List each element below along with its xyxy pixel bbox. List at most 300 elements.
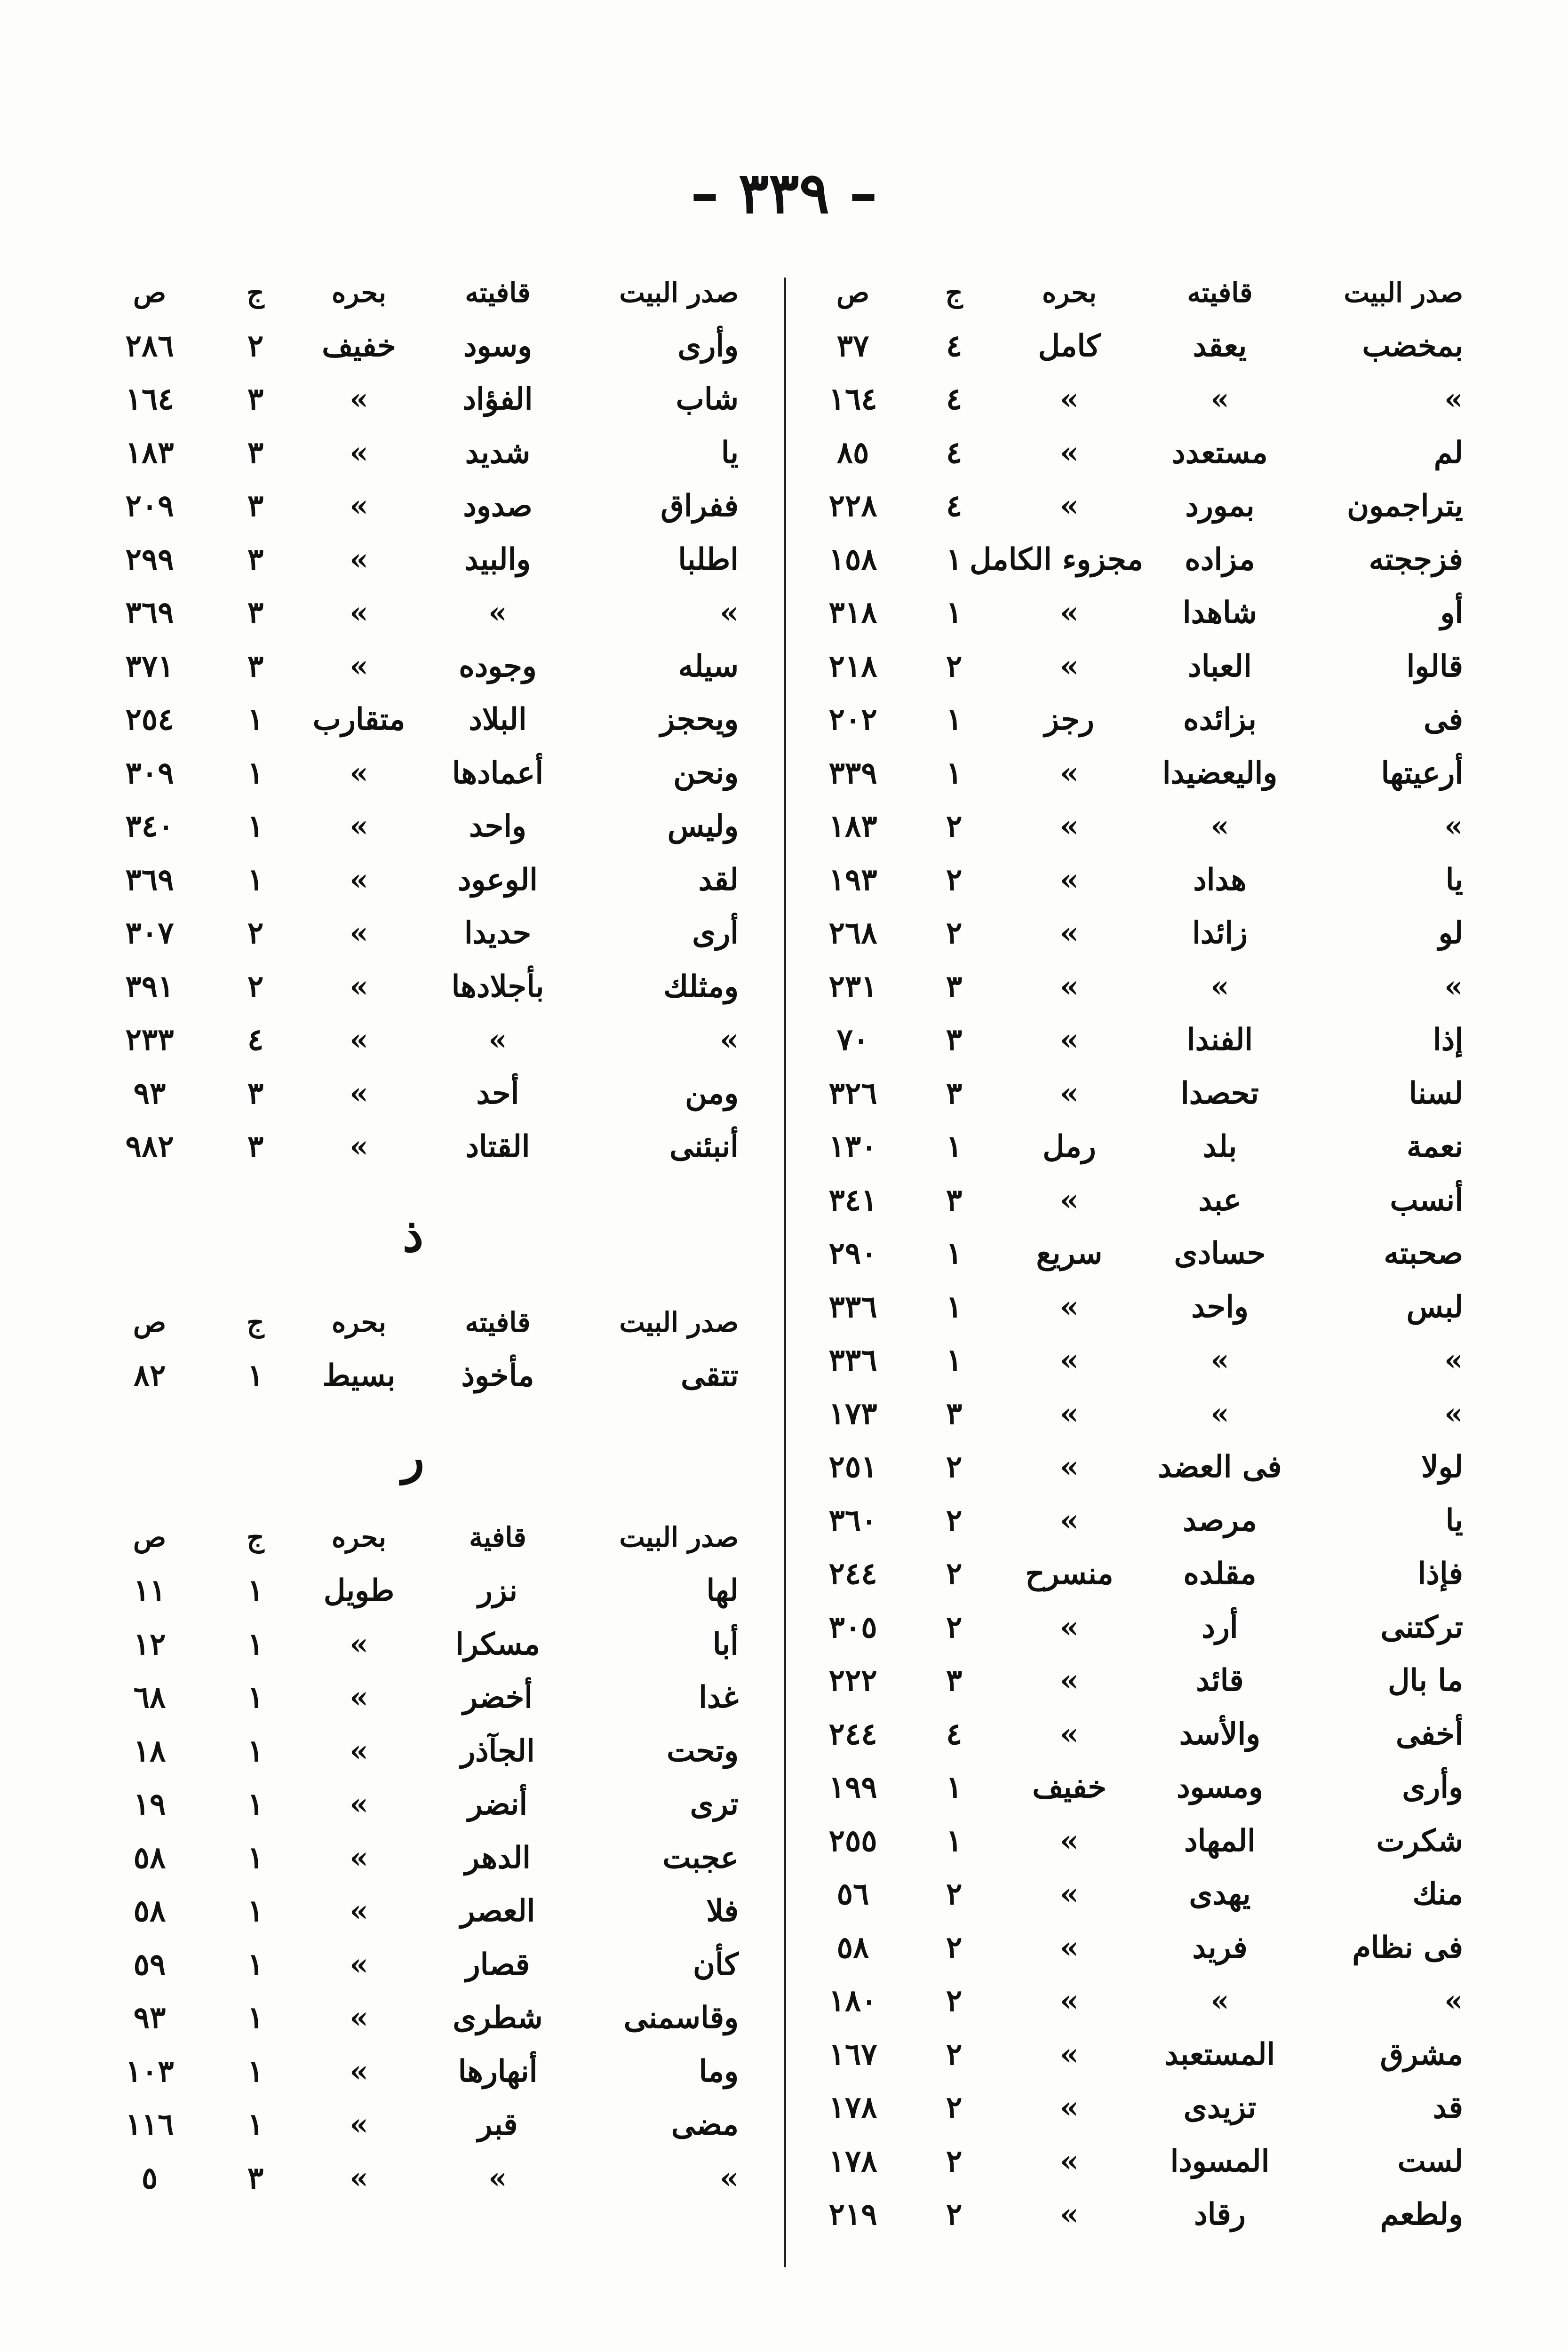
sadr-cell: يتراجمون — [1347, 488, 1463, 524]
qafiya-cell: حديدا — [464, 915, 532, 951]
bahr-cell: كامل — [1038, 328, 1101, 364]
table-row — [789, 1013, 1467, 1067]
header-bahr: بحره — [1042, 276, 1097, 309]
bahr-cell: » — [1060, 595, 1079, 631]
juz-cell: ٣ — [946, 969, 963, 1004]
header-juz: ج — [247, 1521, 264, 1554]
juz-cell: ٢ — [946, 2197, 963, 2233]
qafiya-cell: الفندا — [1186, 1022, 1253, 1058]
page-cell: ٥٦ — [836, 1876, 869, 1912]
sadr-cell: وليس — [667, 809, 739, 844]
header-juz: ج — [247, 1306, 264, 1339]
juz-cell: ١ — [247, 755, 264, 791]
juz-cell: ١ — [247, 1680, 264, 1716]
table-row — [789, 800, 1467, 853]
sadr-cell: لقد — [698, 862, 739, 898]
juz-cell: ٣ — [946, 1663, 963, 1699]
bahr-cell: » — [1060, 2143, 1079, 2179]
sadr-cell: لم — [1433, 435, 1463, 470]
juz-cell: ٤ — [247, 1022, 264, 1058]
qafiya-cell: مزاده — [1185, 541, 1255, 577]
sadr-cell: غدا — [699, 1680, 739, 1716]
bahr-cell: » — [1060, 381, 1079, 417]
table-row — [84, 1938, 742, 1992]
sadr-cell: أو — [1440, 595, 1463, 631]
bahr-cell: » — [1060, 1930, 1079, 1965]
left-top-table-body — [84, 319, 742, 1174]
bahr-cell: رجز — [1044, 702, 1094, 738]
bahr-cell: » — [1060, 1502, 1079, 1538]
ra-index-table — [84, 1511, 742, 2205]
bahr-cell: » — [350, 862, 368, 898]
bahr-cell: » — [350, 381, 368, 417]
page-cell: ٣٦٠ — [828, 1502, 877, 1538]
page-cell: ١٩٣ — [828, 862, 877, 898]
page-cell: ٥٨ — [133, 1893, 166, 1929]
sadr-cell: » — [1444, 809, 1463, 844]
bahr-cell: » — [1060, 2036, 1079, 2072]
qafiya-cell: قبر — [478, 2107, 518, 2143]
bahr-cell: » — [1060, 1823, 1079, 1859]
table-row — [84, 426, 742, 480]
sadr-cell: أبا — [712, 1626, 739, 1662]
qafiya-cell: تزيدى — [1183, 2090, 1257, 2126]
bahr-cell: » — [350, 2107, 368, 2143]
bahr-cell: » — [350, 1680, 368, 1716]
juz-cell: ١ — [247, 1573, 264, 1609]
header-bahr: بحره — [332, 276, 386, 309]
juz-cell: ١ — [946, 702, 963, 738]
juz-cell: ٢ — [946, 2090, 963, 2126]
sadr-cell: مشرق — [1380, 2036, 1463, 2072]
header-bahr: بحره — [332, 1306, 386, 1339]
page-cell: ٢٤٤ — [828, 1716, 877, 1752]
table-header-row — [84, 1296, 742, 1350]
qafiya-cell: فى العضد — [1158, 1449, 1282, 1485]
qafiya-cell: المهاد — [1184, 1823, 1256, 1859]
page-cell: ٢٣١ — [828, 969, 877, 1004]
juz-cell: ١ — [247, 2053, 264, 2089]
page-cell: ٩٣ — [133, 2000, 166, 2036]
juz-cell: ٢ — [946, 862, 963, 898]
juz-cell: ٢ — [946, 2143, 963, 2179]
table-row — [789, 1387, 1467, 1441]
qafiya-cell: » — [1210, 809, 1229, 844]
qafiya-cell: زائدا — [1192, 915, 1248, 951]
qafiya-cell: » — [488, 1022, 507, 1058]
sadr-cell: وتحت — [667, 1733, 739, 1769]
table-row — [789, 1601, 1467, 1654]
bahr-cell: » — [350, 595, 368, 631]
left-column — [84, 266, 742, 2205]
qafiya-cell: بأجلادها — [451, 969, 544, 1004]
page-cell: ٣٠٩ — [125, 755, 174, 791]
page-cell: ٣٤٠ — [125, 809, 174, 844]
page-cell: ٢١٩ — [828, 2197, 877, 2233]
qafiya-cell: قائد — [1196, 1663, 1244, 1699]
page-cell: ٣٠٥ — [828, 1609, 877, 1645]
section-letter-dhal: ذ — [402, 1207, 424, 1263]
sadr-cell: ترى — [690, 1787, 739, 1822]
page-cell: ٣٦٩ — [125, 862, 174, 898]
bahr-cell: » — [1060, 1075, 1079, 1111]
qafiya-cell: » — [1210, 1396, 1229, 1431]
table-row — [84, 1013, 742, 1067]
page-cell: ٢٥٥ — [828, 1823, 877, 1859]
table-row — [789, 1174, 1467, 1227]
sadr-cell: يا — [1445, 1502, 1463, 1538]
juz-cell: ٣ — [946, 1075, 963, 1111]
bahr-cell: » — [1060, 862, 1079, 898]
bahr-cell: متقارب — [312, 702, 406, 738]
page-cell: ١٣٠ — [828, 1129, 877, 1165]
table-row — [789, 2081, 1467, 2135]
bahr-cell: منسرح — [1025, 1556, 1114, 1592]
juz-cell: ٤ — [946, 328, 963, 364]
juz-cell: ٢ — [946, 1609, 963, 1645]
table-row — [84, 1724, 742, 1778]
qafiya-cell: يعقد — [1193, 328, 1247, 364]
qafiya-cell: شديد — [465, 435, 531, 470]
page-number: – ٣٣٩ – — [691, 160, 877, 226]
juz-cell: ٣ — [946, 1396, 963, 1431]
qafiya-cell: قصار — [465, 1947, 530, 1982]
left-top-index-table — [84, 266, 742, 1174]
bahr-cell: » — [350, 541, 368, 577]
table-row — [789, 1761, 1467, 1814]
header-sadr: صدر البيت — [1344, 276, 1463, 309]
column-divider — [784, 278, 786, 2267]
table-header-row — [84, 266, 742, 319]
juz-cell: ٢ — [946, 1930, 963, 1965]
sadr-cell: » — [720, 595, 739, 631]
juz-cell: ١ — [247, 862, 264, 898]
page-cell: ١٨٣ — [828, 809, 877, 844]
page-cell: ٢٢٨ — [828, 488, 877, 524]
sadr-cell: شكرت — [1376, 1823, 1463, 1859]
sadr-cell: اطلبا — [678, 541, 739, 577]
juz-cell: ١ — [247, 702, 264, 738]
table-row — [789, 640, 1467, 693]
juz-cell: ٣ — [946, 1182, 963, 1218]
page-cell: ٨٥ — [836, 435, 869, 470]
bahr-cell: » — [1060, 1022, 1079, 1058]
sadr-cell: فإذا — [1417, 1556, 1463, 1592]
table-row — [789, 2028, 1467, 2082]
header-sadr: صدر البيت — [619, 276, 739, 309]
bahr-cell: » — [1060, 1983, 1079, 2019]
juz-cell: ١ — [247, 1893, 264, 1929]
table-row — [789, 1814, 1467, 1868]
table-row — [84, 853, 742, 907]
juz-cell: ٣ — [946, 1022, 963, 1058]
qafiya-cell: يهدى — [1189, 1876, 1251, 1912]
bahr-cell: » — [1060, 1876, 1079, 1912]
table-row — [789, 1334, 1467, 1387]
juz-cell: ٢ — [247, 969, 264, 1004]
page-cell: ١٢ — [133, 1626, 166, 1662]
table-row — [84, 693, 742, 747]
bahr-cell: » — [350, 488, 368, 524]
juz-cell: ١ — [946, 541, 963, 577]
bahr-cell: » — [1060, 2197, 1079, 2233]
header-page: ص — [133, 1521, 167, 1554]
juz-cell: ٢ — [946, 809, 963, 844]
page-cell: ٣٧ — [836, 328, 869, 364]
page-cell: ٥٨ — [133, 1840, 166, 1875]
page-cell: ٢٩٩ — [125, 541, 174, 577]
bahr-cell: بسيط — [322, 1358, 396, 1394]
sadr-cell: قد — [1433, 2090, 1463, 2126]
page-cell: ٥٨ — [836, 1930, 869, 1965]
qafiya-cell: بمورد — [1185, 488, 1255, 524]
sadr-cell: ويحجز — [660, 702, 739, 738]
juz-cell: ٢ — [946, 1449, 963, 1485]
bahr-cell: مجزوء الكامل — [969, 541, 1143, 577]
sadr-cell: قالوا — [1406, 648, 1463, 684]
bahr-cell: خفيف — [1032, 1770, 1106, 1805]
page-cell: ٢٠٢ — [828, 702, 877, 738]
qafiya-cell: نزر — [478, 1573, 518, 1609]
table-row — [789, 319, 1467, 373]
table-row — [84, 747, 742, 800]
qafiya-cell: أنهارها — [458, 2053, 538, 2089]
right-index-table — [789, 266, 1467, 2241]
sadr-cell: كأن — [693, 1947, 739, 1982]
sadr-cell: » — [1444, 1983, 1463, 2019]
qafiya-cell: ومسود — [1177, 1770, 1263, 1805]
juz-cell: ١ — [946, 1129, 963, 1165]
header-page: ص — [133, 1306, 167, 1339]
table-row — [789, 1867, 1467, 1921]
table-row — [789, 1120, 1467, 1174]
sadr-cell: مضى — [671, 2107, 739, 2143]
qafiya-cell: مرصد — [1183, 1502, 1257, 1538]
sadr-cell: أنبئنى — [669, 1129, 739, 1165]
juz-cell: ١ — [247, 1840, 264, 1875]
sadr-cell: وأرى — [1402, 1770, 1463, 1805]
sadr-cell: لبس — [1406, 1289, 1463, 1325]
page-cell: ٥٩ — [133, 1947, 166, 1982]
qafiya-cell: واليعضيدا — [1162, 755, 1278, 791]
sadr-cell: فزججته — [1369, 541, 1463, 577]
qafiya-cell: » — [1210, 381, 1229, 417]
table-row — [84, 1349, 742, 1403]
qafiya-cell: واحد — [469, 809, 526, 844]
juz-cell: ٣ — [247, 648, 264, 684]
table-row — [84, 2098, 742, 2152]
table-row — [789, 1440, 1467, 1494]
table-row — [84, 1778, 742, 1831]
table-row — [789, 1921, 1467, 1975]
bahr-cell: » — [1060, 1182, 1079, 1218]
sadr-cell: تركتنى — [1380, 1609, 1463, 1645]
page-cell: ٨٢ — [133, 1358, 166, 1394]
bahr-cell: » — [350, 648, 368, 684]
page-cell: ٢٠٩ — [125, 488, 174, 524]
juz-cell: ٣ — [247, 1129, 264, 1165]
juz-cell: ١ — [946, 755, 963, 791]
qafiya-cell: حسادى — [1174, 1236, 1266, 1271]
juz-cell: ٢ — [247, 328, 264, 364]
page-cell: ١٦٤ — [125, 381, 174, 417]
page-cell: ٣٩١ — [125, 969, 174, 1004]
juz-cell: ١ — [946, 1289, 963, 1325]
bahr-cell: » — [1060, 1343, 1079, 1378]
juz-cell: ٢ — [946, 915, 963, 951]
table-row — [84, 800, 742, 853]
bahr-cell: » — [350, 969, 368, 1004]
table-row — [789, 853, 1467, 907]
table-row — [789, 2188, 1467, 2241]
sadr-cell: » — [720, 2160, 739, 2196]
sadr-cell: ومثلك — [663, 969, 739, 1004]
bahr-cell: خفيف — [322, 328, 396, 364]
header-page: ص — [836, 276, 870, 309]
bahr-cell: » — [350, 1129, 368, 1165]
page-cell: ١٧٨ — [828, 2143, 877, 2179]
page-cell: ٣٣٦ — [828, 1343, 877, 1378]
header-bahr: بحره — [332, 1521, 386, 1554]
qafiya-cell: والأسد — [1179, 1716, 1261, 1752]
page-cell: ٣٦٩ — [125, 595, 174, 631]
table-row — [789, 2135, 1467, 2188]
table-row — [84, 2152, 742, 2205]
table-row — [84, 1671, 742, 1724]
bahr-cell: » — [1060, 1609, 1079, 1645]
table-row — [84, 586, 742, 640]
juz-cell: ٢ — [946, 1502, 963, 1538]
juz-cell: ١ — [247, 1626, 264, 1662]
juz-cell: ١ — [247, 1358, 264, 1394]
sadr-cell: فى نظام — [1352, 1930, 1463, 1965]
qafiya-cell: القتاد — [465, 1129, 530, 1165]
sadr-cell: تتقى — [681, 1358, 739, 1394]
page-cell: ٦٨ — [133, 1680, 166, 1716]
header-qafiya: قافيته — [465, 276, 531, 309]
page-cell: ١٩٩ — [828, 1770, 877, 1805]
qafiya-cell: الدهر — [465, 1840, 531, 1875]
sadr-cell: أنسب — [1390, 1182, 1463, 1218]
qafiya-cell: هداد — [1193, 862, 1247, 898]
qafiya-cell: شاهدا — [1182, 595, 1258, 631]
juz-cell: ٤ — [946, 1716, 963, 1752]
bahr-cell: » — [350, 915, 368, 951]
bahr-cell: » — [350, 1893, 368, 1929]
juz-cell: ١ — [247, 1787, 264, 1822]
sadr-cell: » — [1444, 1343, 1463, 1378]
page-cell: ٢٢٢ — [828, 1663, 877, 1699]
sadr-cell: وأرى — [677, 328, 739, 364]
juz-cell: ٣ — [247, 595, 264, 631]
bahr-cell: » — [1060, 1289, 1079, 1325]
table-row — [789, 373, 1467, 426]
bahr-cell: » — [350, 2053, 368, 2089]
page-cell: ٢٨٦ — [125, 328, 174, 364]
qafiya-cell: بلد — [1202, 1129, 1237, 1165]
sadr-cell: ما بال — [1388, 1663, 1463, 1699]
juz-cell: ١ — [946, 1236, 963, 1271]
table-row — [789, 1494, 1467, 1548]
qafiya-cell: شطرى — [453, 2000, 543, 2036]
sadr-cell: لولا — [1421, 1449, 1463, 1485]
header-page: ص — [133, 276, 167, 309]
table-row — [789, 1654, 1467, 1708]
qafiya-cell: تحصدا — [1181, 1075, 1259, 1111]
sadr-cell: » — [1444, 969, 1463, 1004]
header-juz: ج — [945, 276, 963, 309]
page-cell: ٣٣٦ — [828, 1289, 877, 1325]
header-sadr: صدر البيت — [619, 1306, 739, 1339]
juz-cell: ٣ — [247, 1075, 264, 1111]
table-row — [84, 1618, 742, 1671]
juz-cell: ١ — [247, 1733, 264, 1769]
table-row — [789, 1067, 1467, 1120]
sadr-cell: » — [720, 1022, 739, 1058]
table-row — [84, 479, 742, 533]
page-cell: ٣٧١ — [125, 648, 174, 684]
qafiya-cell: أحد — [476, 1075, 519, 1111]
qafiya-cell: أرد — [1202, 1609, 1238, 1645]
qafiya-cell: مستعدد — [1172, 435, 1268, 470]
sadr-cell: شاب — [676, 381, 739, 417]
bahr-cell: » — [1060, 1663, 1079, 1699]
qafiya-cell: والبيد — [464, 541, 531, 577]
bahr-cell: » — [350, 2000, 368, 2036]
bahr-cell: » — [1060, 1449, 1079, 1485]
qafiya-cell: » — [1210, 1343, 1229, 1378]
page-cell: ٢٥٤ — [125, 702, 174, 738]
table-header-row — [789, 266, 1467, 319]
table-row — [789, 1227, 1467, 1280]
table-row — [789, 479, 1467, 533]
page-cell: ٩٣ — [133, 1075, 166, 1111]
sadr-cell: ولطعم — [1380, 2197, 1463, 2233]
sadr-cell: لست — [1397, 2143, 1463, 2179]
table-row — [84, 2045, 742, 2098]
right-column — [789, 266, 1467, 2241]
qafiya-cell: المستعبد — [1164, 2036, 1275, 2072]
bahr-cell: » — [1060, 488, 1079, 524]
table-row — [789, 1280, 1467, 1334]
table-row — [789, 906, 1467, 960]
table-row — [789, 426, 1467, 480]
bahr-cell: » — [350, 809, 368, 844]
sadr-cell: بمخضب — [1362, 328, 1463, 364]
table-row — [789, 960, 1467, 1014]
sadr-cell: يا — [1445, 862, 1463, 898]
sadr-cell: وما — [699, 2053, 739, 2089]
juz-cell: ٤ — [946, 435, 963, 470]
sadr-cell: لو — [1438, 915, 1463, 951]
sadr-cell: » — [1444, 381, 1463, 417]
qafiya-cell: رقاد — [1194, 2197, 1246, 2233]
page-cell: ٢٥١ — [828, 1449, 877, 1485]
bahr-cell: » — [350, 1947, 368, 1982]
page-cell: ١١ — [133, 1573, 166, 1609]
table-row — [789, 533, 1467, 587]
page-cell: ٣٣٩ — [828, 755, 877, 791]
qafiya-cell: أخضر — [462, 1680, 533, 1716]
page-cell: ١٧٣ — [828, 1396, 877, 1431]
juz-cell: ٢ — [946, 1556, 963, 1592]
juz-cell: ٤ — [946, 381, 963, 417]
bahr-cell: » — [350, 2160, 368, 2196]
bahr-cell: » — [1060, 435, 1079, 470]
bahr-cell: طويل — [323, 1573, 395, 1609]
page-cell: ٣٢٦ — [828, 1075, 877, 1111]
juz-cell: ٣ — [247, 381, 264, 417]
